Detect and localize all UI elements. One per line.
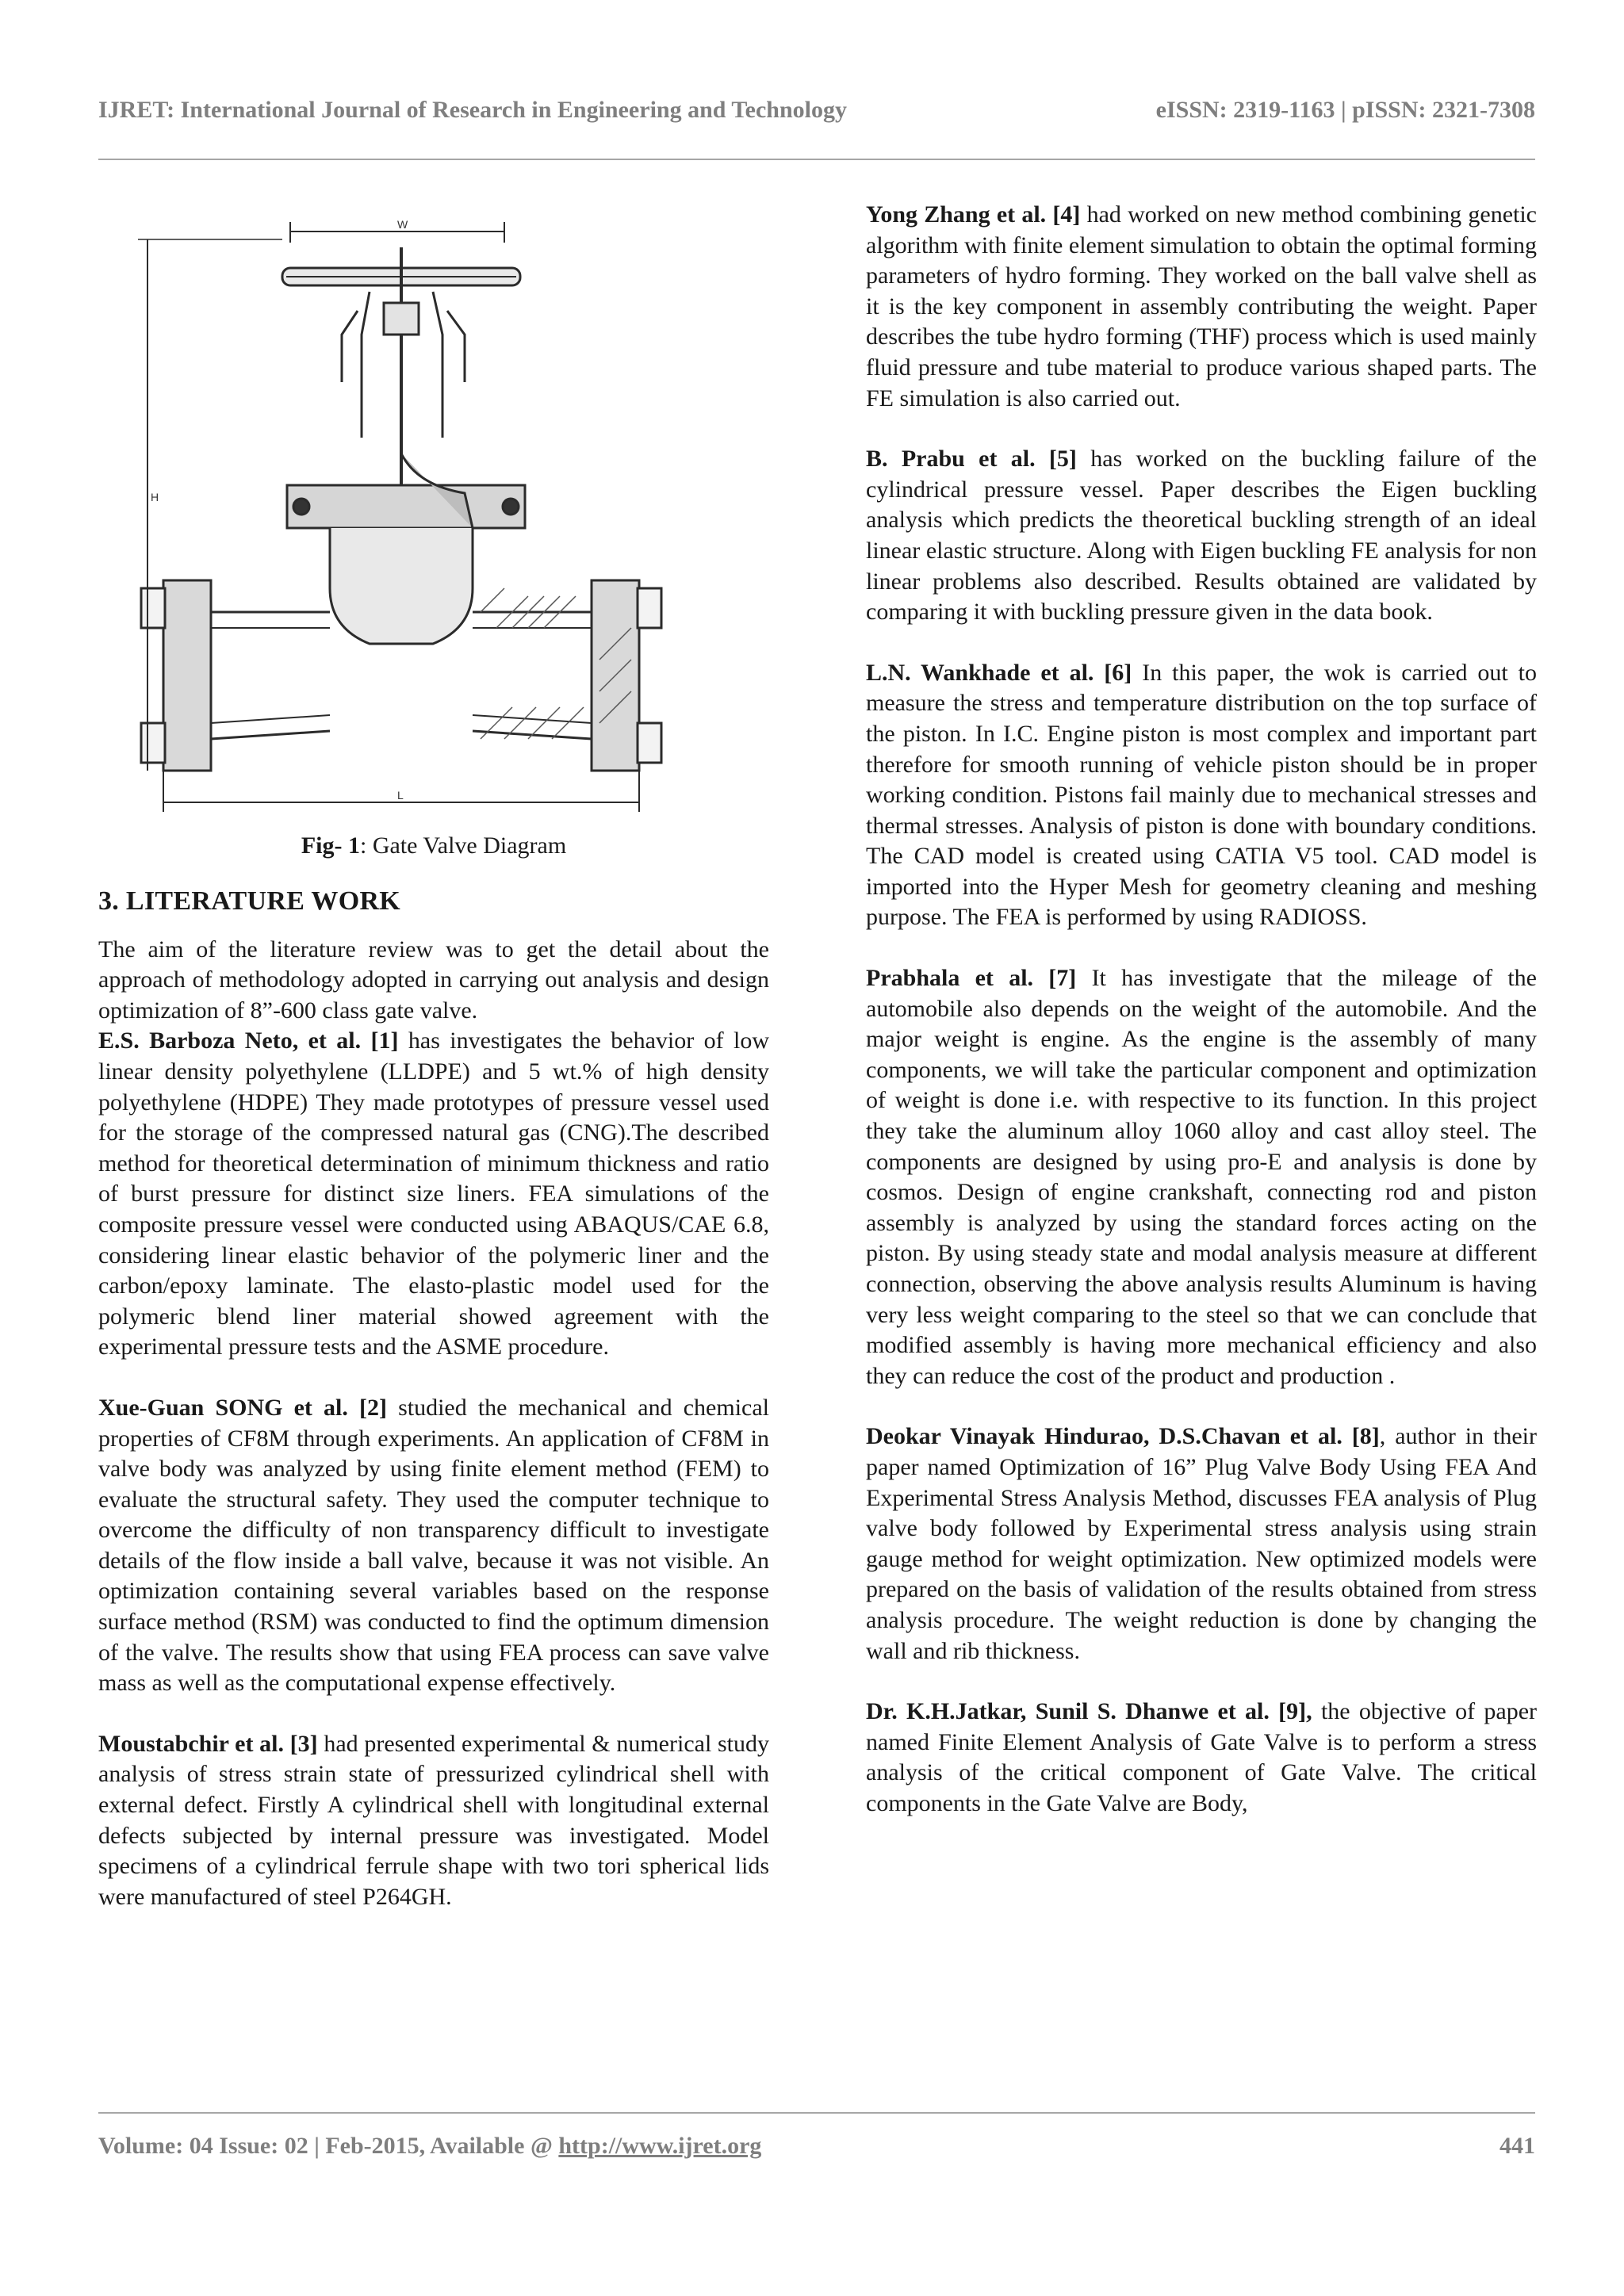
reference-3-author: Moustabchir et al. [3] <box>98 1730 318 1757</box>
reference-8-author: Deokar Vinayak Hindurao, D.S.Chavan et al. [8] <box>866 1423 1380 1450</box>
volume-text: Volume: 04 Issue: 02 | Feb-2015, Available @ <box>98 2133 559 2159</box>
journal-link[interactable]: http://www.ijret.org <box>558 2133 762 2159</box>
reference-5-author: B. Prabu et al. [5] <box>866 446 1077 473</box>
section-title: 3. LITERATURE WORK <box>98 886 401 916</box>
footer-divider <box>98 2112 1535 2114</box>
gate-valve-drawing <box>132 216 698 815</box>
running-header <box>98 97 1535 132</box>
reference-5 <box>866 444 1537 628</box>
reference-1 <box>98 1026 769 1363</box>
reference-5-text: has worked on the buckling failure of the cylindrical pressure vessel. Paper describes the Eigen buckling analysis which predicts the theoretical buckling strength of an ideal linear elastic structure. Along with Eigen buckling FE analysis for non linear problems also described. Results obtained are validated by comparing it with buckling pressure given in the data book. <box>866 446 1537 626</box>
reference-7 <box>866 963 1537 1391</box>
reference-8 <box>866 1422 1537 1667</box>
volume-info <box>98 2133 761 2160</box>
dim-label-h: H <box>151 491 159 503</box>
dim-label-w: W <box>397 218 408 231</box>
reference-7-author: Prabhala et al. [7] <box>866 965 1077 992</box>
reference-6-author: L.N. Wankhade et al. [6] <box>866 659 1132 686</box>
reference-9-author: Dr. K.H.Jatkar, Sunil S. Dhanwe et al. [9], <box>866 1698 1312 1725</box>
reference-6 <box>866 658 1537 933</box>
right-column <box>866 200 1537 1850</box>
reference-3 <box>98 1729 769 1913</box>
reference-4 <box>866 200 1537 414</box>
reference-9 <box>866 1697 1537 1819</box>
header-divider <box>98 159 1535 160</box>
reference-1-author: E.S. Barboza Neto, et al. [1] <box>98 1027 399 1054</box>
reference-8-text: , author in their paper named Optimization of 16” Plug Valve Body Using FEA And Experimental Stress Analysis Method, discusses FEA analysis of Plug valve body followed by Experimental stress analysis using strain gauge method for weight optimization. New optimized models were prepared on the basis of validation of the results obtained from stress analysis procedure. The weight reduction is done by changing the wall and rib thickness. <box>866 1423 1537 1664</box>
issn-info: eISSN: 2319-1163 | pISSN: 2321-7308 <box>1155 97 1535 123</box>
figure-caption-label: Fig- 1 <box>301 832 360 859</box>
reference-9-text: the objective of paper named Finite Element Analysis of Gate Valve is to perform a stress analysis of the critical component of Gate Valve. The critical components in the Gate Valve are Body, <box>866 1698 1537 1816</box>
figure-caption <box>98 832 769 859</box>
gate-valve-diagram <box>132 216 698 815</box>
figure-caption-text: : Gate Valve Diagram <box>359 832 567 859</box>
journal-title: IJRET: International Journal of Research in Engineering and Technology <box>98 97 848 123</box>
reference-2-text: studied the mechanical and chemical properties of CF8M through experiments. An application of CF8M in valve body was analyzed by using finite element method (FEM) to evaluate the structural safety. They used the computer technique to overcome the difficulty of non transparency difficult to investigate details of the flow inside a ball valve, because it was not visible. An optimization containing several variables based on the response surface method (RSM) was conducted to find the optimum dimension of the valve. The results show that using FEA process can save valve mass as well as the computational expense effectively. <box>98 1394 769 1697</box>
reference-3-text: had presented experimental & numerical study analysis of stress strain state of pressurized cylindrical shell with external defect. Firstly A cylindrical shell with longitudinal external defects subjected by internal pressure was investigated. Model specimens of a cylindrical ferrule shape with two tori spherical lids were manufactured of steel P264GH. <box>98 1730 769 1910</box>
reference-4-author: Yong Zhang et al. [4] <box>866 201 1081 228</box>
reference-2-author: Xue-Guan SONG et al. [2] <box>98 1394 387 1421</box>
reference-4-text: had worked on new method combining genetic algorithm with finite element simulation to obtain the optimal forming parameters of hydro forming. They worked on the ball valve shell as it is the key component in assembly contributing the weight. Paper describes the tube hydro forming (THF) process which is used mainly fluid pressure and tube material to produce various shaped parts. The FE simulation is also carried out. <box>866 201 1537 411</box>
reference-7-text: It has investigate that the mileage of the automobile also depends on the weight of the automobile. And the major weight is engine. As the engine is the assembly of many components, we will take the particular component and optimization of weight is done i.e. with respective to its function. In this project they take the aluminum alloy 1060 alloy and cast alloy steel. The components are designed by using pro-E and analysis is done by cosmos. Design of engine crankshaft, connecting rod and piston assembly is analyzed by using the standard forces acting on the piston. By using steady state and modal analysis measure at different connection, observing the above analysis results Aluminum is having very less weight comparing to the steel so that we can conclude that modified assembly is having more mechanical efficiency and also they can reduce the cost of the product and production . <box>866 965 1537 1389</box>
dim-label-l: L <box>397 789 404 802</box>
running-footer <box>98 2133 1535 2168</box>
reference-2 <box>98 1393 769 1699</box>
reference-6-text: In this paper, the wok is carried out to measure the stress and temperature distribution on the top surface of the piston. In I.C. Engine piston is most complex and important part therefore for smooth running of vehicle piston should be in proper working condition. Pistons fail mainly due to mechanical stresses and thermal stresses. Analysis of piston is done with boundary conditions. The CAD model is created using CATIA V5 tool. CAD model is imported into the Hyper Mesh for geometry cleaning and meshing purpose. The FEA is performed by using RADIOSS. <box>866 659 1537 931</box>
intro-paragraph: The aim of the literature review was to get the detail about the approach of methodology adopted in carrying out analysis and design optimization of 8”-600 class gate valve. <box>98 936 769 1024</box>
page-number: 441 <box>1500 2133 1535 2159</box>
reference-1-text: has investigates the behavior of low linear density polyethylene (LLDPE) and 5 wt.% of high density polyethylene (HDPE) They made prototypes of pressure vessel used for the storage of the compressed natural gas (CNG).The described method for theoretical determination of minimum thickness and ratio of burst pressure for distinct size liners. FEA simulations of the composite pressure vessel were conducted using ABAQUS/CAE 6.8, considering linear elastic behavior of the polymeric liner and the carbon/epoxy laminate. The elasto-plastic model used for the polymeric blend liner material showed agreement with the experimental pressure tests and the ASME procedure. <box>98 1027 769 1360</box>
left-column <box>98 886 769 1942</box>
